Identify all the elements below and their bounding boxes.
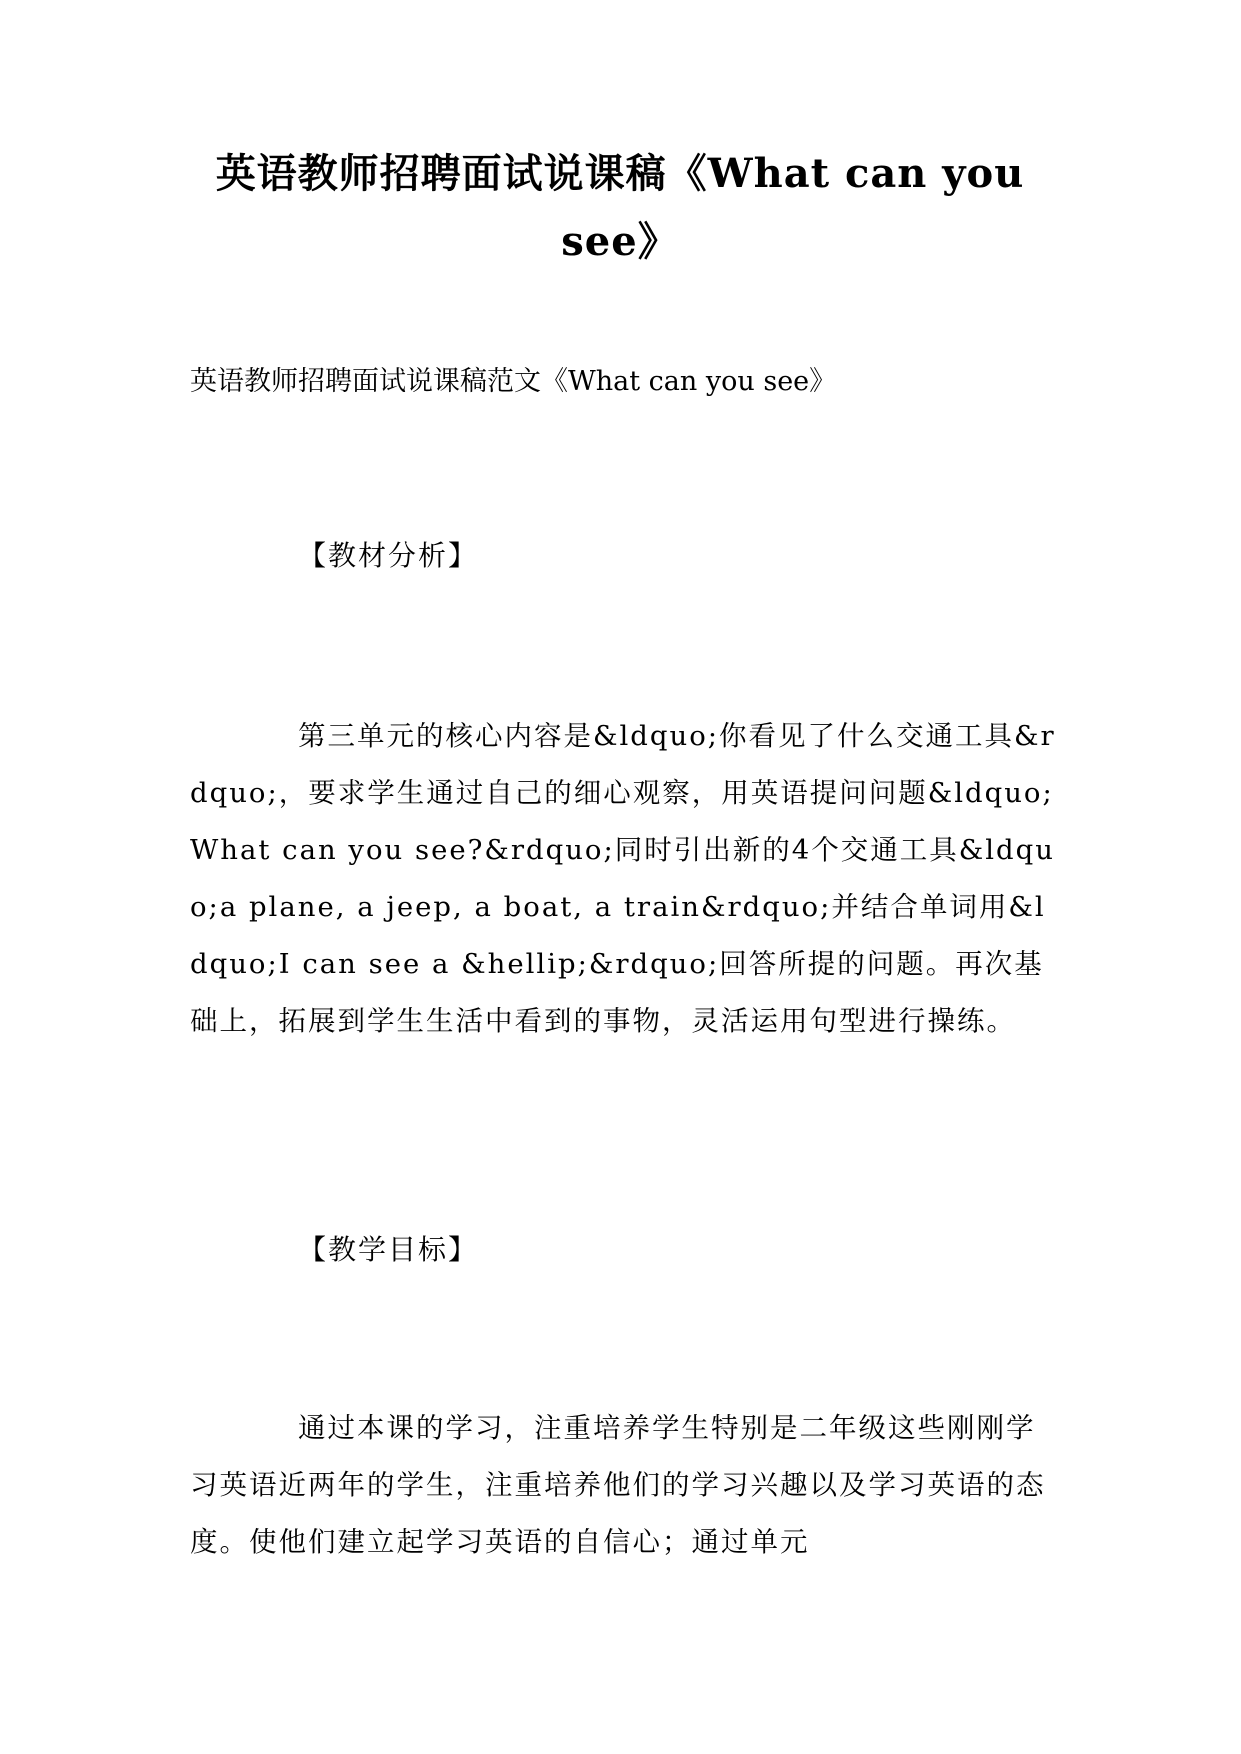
section-paragraph-teaching-goals: 通过本课的学习，注重培养学生特别是二年级这些刚刚学习英语近两年的学生，注重培养他们的学习兴趣以及学习英语的态度。使他们建立起学习英语的自信心；通过单元 (190, 1412, 1046, 1558)
section-paragraph-textbook-analysis: 第三单元的核心内容是&ldquo;你看见了什么交通工具&rdquo;，要求学生通过自己的细心观察，用英语提问问题&ldquo;What can you see?&rdquo;同时引出新的4个交通工具&ldquo;a plane, a jeep, a boat, a train&rdquo;并结合单词用&ldquo;I can see a &hellip;&rdquo;回答所提的问题。再次基础上，拓展到学生生活中看到的事物，灵活运用句型进行操练。 (190, 720, 1056, 1037)
section-heading-textbook-analysis: 【教材分析】 (298, 539, 479, 572)
document-subtitle: 英语教师招聘面试说课稿范文《What can you see》 (190, 366, 837, 397)
section-heading-teaching-goals: 【教学目标】 (298, 1233, 479, 1266)
document-title: 英语教师招聘面试说课稿《What can you see》 (215, 150, 1025, 265)
